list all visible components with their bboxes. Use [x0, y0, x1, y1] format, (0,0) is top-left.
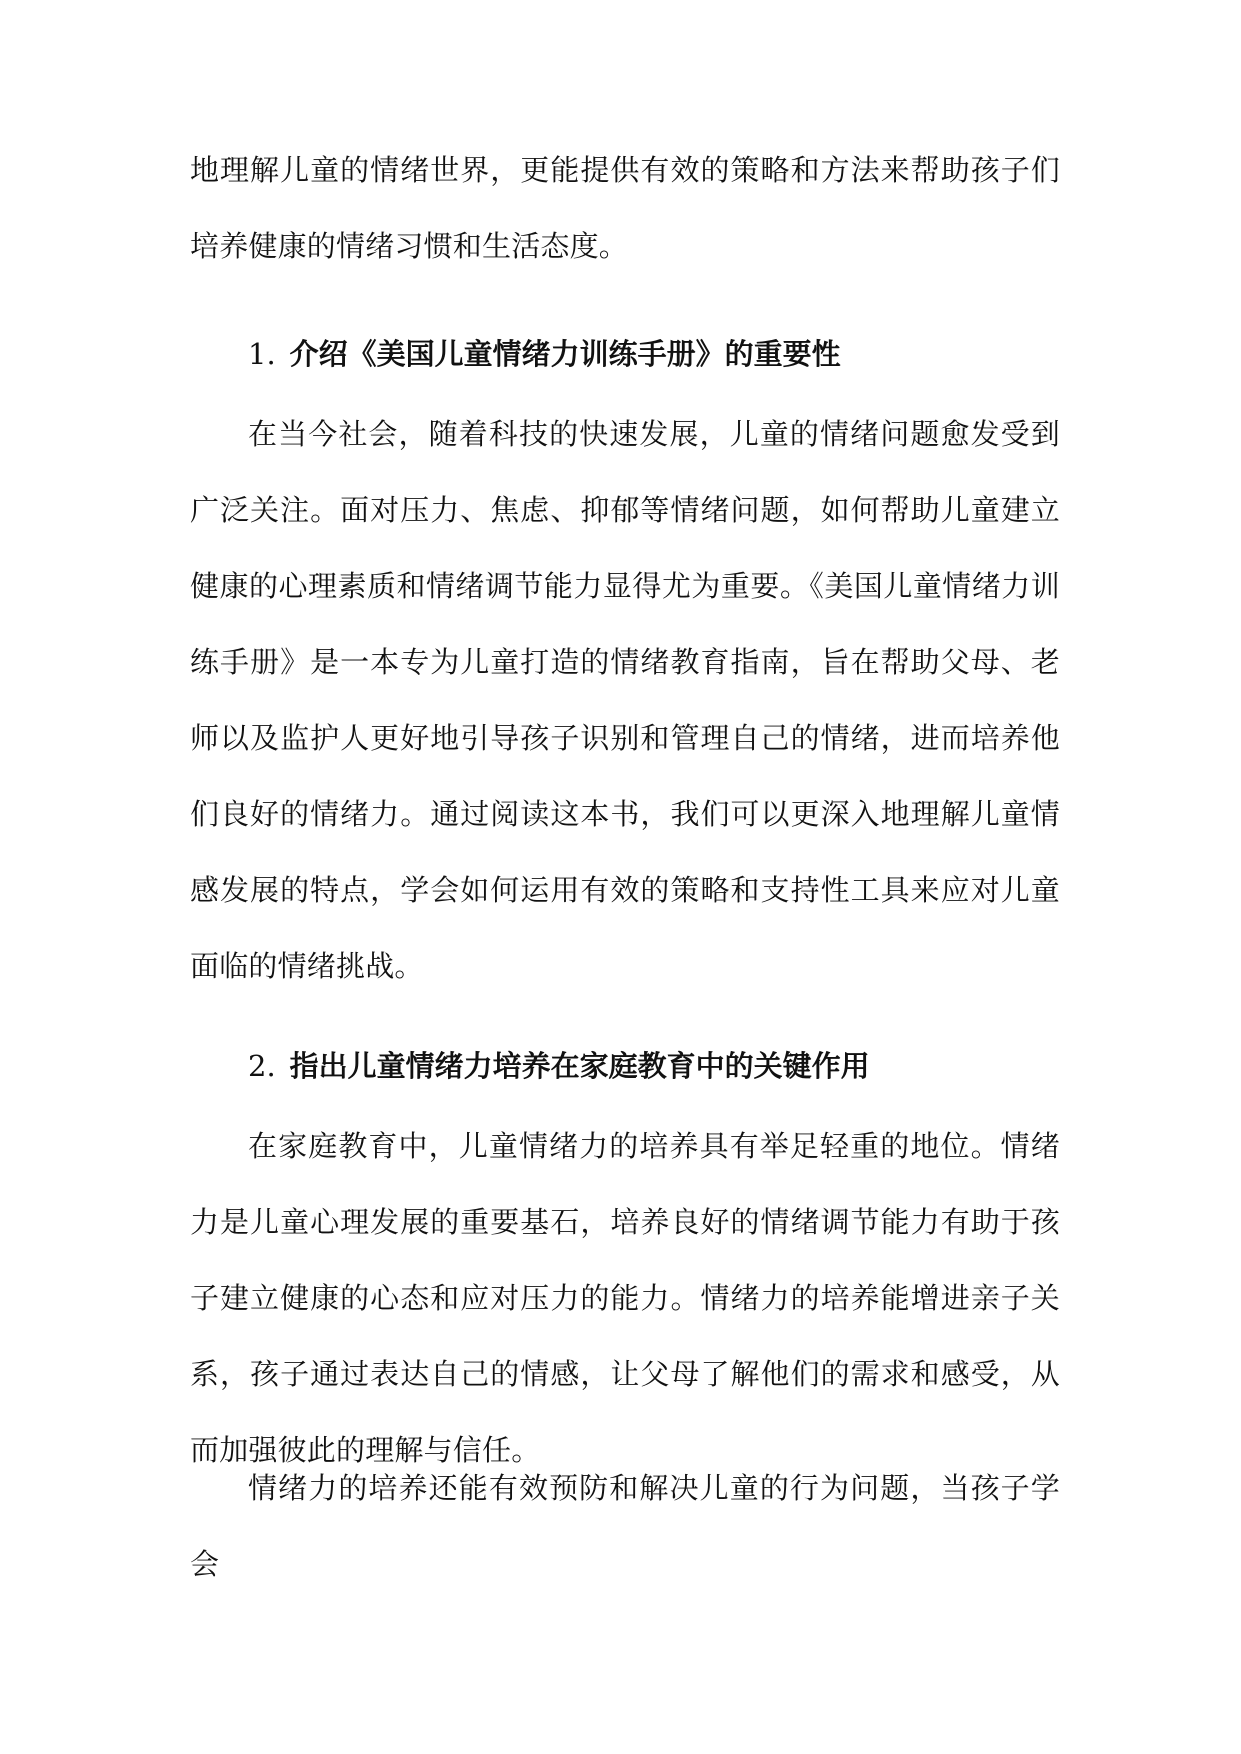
- section-1-paragraph: 在当今社会，随着科技的快速发展，儿童的情绪问题愈发受到广泛关注。面对压力、焦虑、抑郁等情绪问题，如何帮助儿童建立健康的心理素质和情绪调节能力显得尤为重要。《美国儿童情绪力训练手册》是一本专为儿童打造的情绪教育指南，旨在帮助父母、老师以及监护人更好地引导孩子识别和管理自己的情绪，进而培养他们良好的情绪力。通过阅读这本书，我们可以更深入地理解儿童情感发展的特点，学会如何运用有效的策略和支持性工具来应对儿童面临的情绪挑战。: [190, 417, 1060, 983]
- intro-continuation-paragraph: 地理解儿童的情绪世界，更能提供有效的策略和方法来帮助孩子们培养健康的情绪习惯和生活态度。: [190, 153, 1060, 263]
- section-2-number: 2.: [248, 1049, 276, 1083]
- section-2-paragraph-2: 情绪力的培养还能有效预防和解决儿童的行为问题，当孩子学会: [190, 1471, 1060, 1581]
- section-1-number: 1.: [248, 337, 276, 371]
- section-2-heading: [248, 1046, 870, 1086]
- section-1-title: 介绍《美国儿童情绪力训练手册》的重要性: [289, 337, 841, 371]
- section-2-title: 指出儿童情绪力培养在家庭教育中的关键作用: [289, 1049, 870, 1083]
- section-1-heading: [248, 334, 841, 374]
- section-2-paragraph-1: 在家庭教育中，儿童情绪力的培养具有举足轻重的地位。情绪力是儿童心理发展的重要基石，培养良好的情绪调节能力有助于孩子建立健康的心态和应对压力的能力。情绪力的培养能增进亲子关系，孩子通过表达自己的情感，让父母了解他们的需求和感受，从而加强彼此的理解与信任。: [190, 1129, 1060, 1467]
